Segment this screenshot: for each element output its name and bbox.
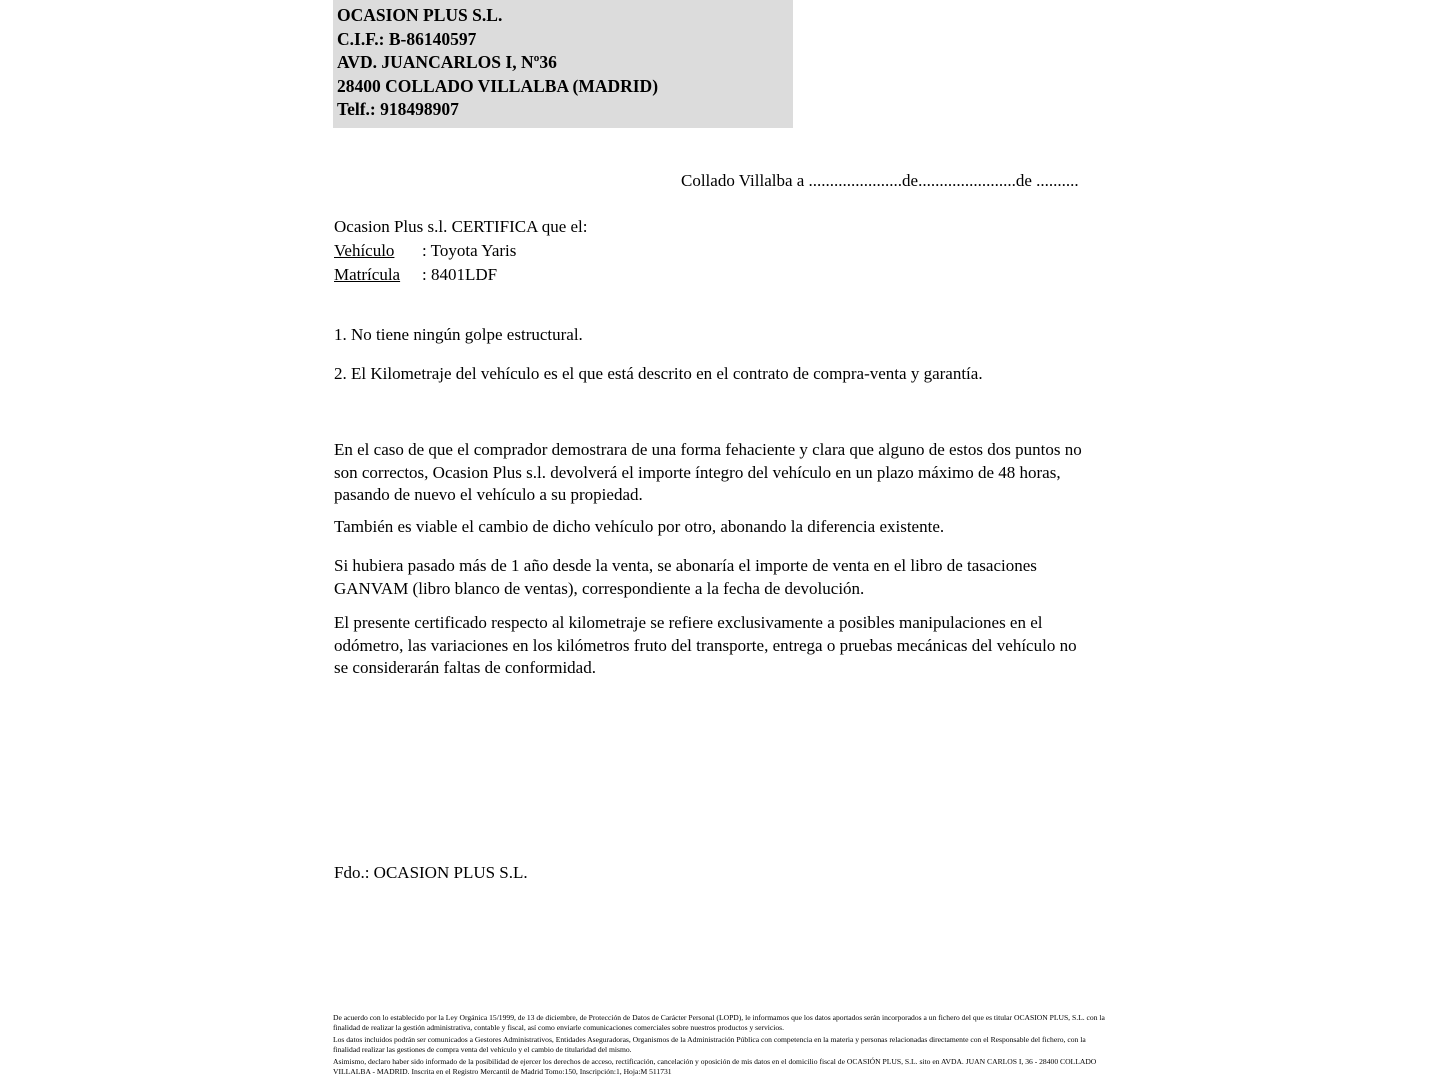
company-address: AVD. JUANCARLOS I, Nº36 (337, 52, 557, 72)
company-city: 28400 COLLADO VILLALBA (MADRID) (337, 75, 659, 96)
company-header-block (333, 0, 793, 128)
plate-row (334, 263, 588, 287)
legal-paragraph: Los datos incluidos podrán ser comunicados a Gestores Administrativos, Entidades Aseguradoras, Organismos de la Administración Pública con competencia en la materia y personas relacionadas directamente con el Responsable del fichero, con la finalidad realizar las gestiones de compra venta del vehículo y el cambio de titularidad del mismo. (333, 1035, 1086, 1054)
legal-paragraph: De acuerdo con lo establecido por la Ley Orgánica 15/1999, de 13 de diciembre, de Protección de Datos de Carácter Personal (LOPD), le informamos que los datos aportados serán incorporados a un fichero del que es titular OCASION PLUS, S.L. con la finalidad de realizar la gestión administrativa, contable y fiscal, así como enviarle comunicaciones comerciales sobre nuestros productos y servicios. (333, 1013, 1105, 1032)
company-phone: Telf.: 918498907 (337, 99, 459, 119)
point-item: 2. El Kilometraje del vehículo es el que está descrito en el contrato de compra-venta y garantía. (334, 364, 983, 383)
paragraph: Si hubiera pasado más de 1 año desde la venta, se abonaría el importe de venta en el libro de tasaciones GANVAM (libro blanco de ventas), correspondiente a la fecha de devolución. (334, 556, 1037, 598)
legal-paragraph: Asimismo, declaro haber sido informado de la posibilidad de ejercer los derechos de acceso, rectificación, cancelación y oposición de mis datos en el domicilio fiscal de OCASIÓN PLUS, S.L. sito en AVDA. JUAN CARLOS I, 36 - 28400 COLLADO VILLALBA - MADRID. Inscrita en el Registro Mercantil de Madrid Tomo:150, Inscripción:1, Hoja:M 511731 (333, 1057, 1097, 1076)
point-item: 1. No tiene ningún golpe estructural. (334, 325, 583, 344)
company-cif: C.I.F.: B-86140597 (337, 28, 477, 49)
plate-label: Matrícula (334, 265, 401, 284)
plate-value: : 8401LDF (422, 265, 498, 284)
paragraph: En el caso de que el comprador demostrara de una forma fehaciente y clara que alguno de estos dos puntos no son correctos, Ocasion Plus s.l. devolverá el importe íntegro del vehículo en un plazo máximo de 48 horas, pasando de nuevo el vehículo a su propiedad. (334, 440, 1082, 504)
vehicle-value: : Toyota Yaris (422, 241, 517, 260)
signature-line: Fdo.: OCASION PLUS S.L. (334, 863, 528, 882)
certification-block (334, 215, 588, 287)
vehicle-label: Vehículo (334, 241, 395, 260)
legal-notice (333, 1013, 1113, 1080)
company-name: OCASION PLUS S.L. (337, 5, 503, 25)
date-line: Collado Villalba a ......................de.......................de .......... (681, 171, 1079, 190)
vehicle-row (334, 239, 588, 263)
certifies-intro: Ocasion Plus s.l. CERTIFICA que el: (334, 217, 588, 236)
paragraph: También es viable el cambio de dicho vehículo por otro, abonando la diferencia existente. (334, 517, 945, 536)
paragraph: El presente certificado respecto al kilometraje se refiere exclusivamente a posibles manipulaciones en el odómetro, las variaciones en los kilómetros fruto del transporte, entrega o pruebas mecánicas del vehículo no se considerarán faltas de conformidad. (334, 613, 1077, 677)
